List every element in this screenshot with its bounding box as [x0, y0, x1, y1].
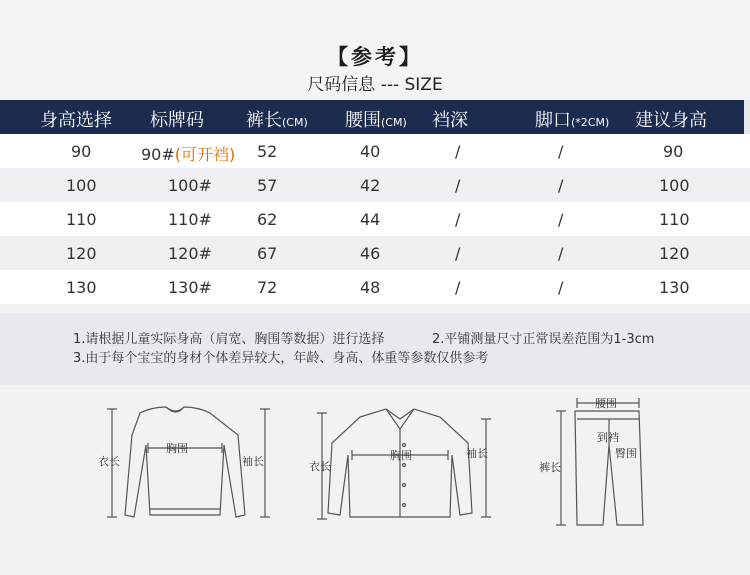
cell-length: 72: [257, 278, 278, 297]
cell-waist: 46: [360, 244, 381, 263]
table-row: [0, 236, 750, 270]
pants-hip-label: 臀围: [615, 447, 637, 460]
page-title: 【参考】: [327, 45, 423, 69]
note-line-1: 1.请根据儿童实际身高（肩宽、胸围等数据）进行选择: [73, 332, 385, 347]
cell-tag: 130#: [168, 278, 212, 297]
cell-hem: /: [558, 176, 564, 195]
note-line-3: 3.由于每个宝宝的身材个体差异较大，年龄、身高、体重等参数仅供参考: [73, 351, 489, 366]
cell-tag: 120#: [168, 244, 212, 263]
table-row: [0, 168, 750, 202]
shirt-sleeve-label: 袖长: [466, 447, 488, 460]
pants-crotch-label: 到裆: [597, 431, 619, 444]
note-line-2: 2.平铺测量尺寸正常误差范围为1-3cm: [432, 332, 655, 347]
cell-hem: /: [558, 278, 564, 297]
shirt-chest-label: 胸围: [390, 449, 412, 462]
cell-length: 67: [257, 244, 278, 263]
col-crotch-depth: 裆深: [432, 110, 468, 131]
cell-height: 100: [66, 176, 97, 195]
shirt-icon: [300, 385, 510, 575]
cell-crotch: /: [455, 142, 461, 161]
col-waist: 腰围(CM): [345, 110, 407, 131]
table-row: [0, 202, 750, 236]
table-row: [0, 270, 750, 304]
cell-hem: /: [558, 142, 564, 161]
sweater-chest-label: 胸围: [166, 442, 188, 455]
cell-waist: 44: [360, 210, 381, 229]
cell-height: 120: [66, 244, 97, 263]
table-row: [0, 134, 750, 168]
cell-waist: 40: [360, 142, 381, 161]
sweater-sleeve-label: 袖长: [242, 455, 264, 468]
cell-tag: 100#: [168, 176, 212, 195]
cell-suggest: 90: [663, 142, 684, 161]
cell-suggest: 110: [659, 210, 690, 229]
cell-tag: 90#(可开裆): [141, 145, 236, 164]
notes-box: [0, 313, 750, 385]
size-table-body: [0, 134, 750, 304]
cell-length: 62: [257, 210, 278, 229]
sweater-length-label: 衣长: [98, 455, 120, 468]
cell-crotch: /: [455, 210, 461, 229]
pants-waist-label: 腰围: [595, 397, 617, 410]
col-tag-size: 标牌码: [150, 110, 204, 131]
cell-suggest: 120: [659, 244, 690, 263]
cell-height: 90: [71, 142, 92, 161]
cell-suggest: 100: [659, 176, 690, 195]
col-suggest-height: 建议身高: [635, 110, 707, 131]
cell-tag: 110#: [168, 210, 212, 229]
cell-height: 130: [66, 278, 97, 297]
cell-crotch: /: [455, 244, 461, 263]
cell-crotch: /: [455, 176, 461, 195]
page-subtitle: 尺码信息 --- SIZE: [307, 75, 443, 95]
col-height-select: 身高选择: [40, 110, 112, 131]
cell-hem: /: [558, 244, 564, 263]
tag-note: (可开裆): [174, 145, 236, 164]
cell-crotch: /: [455, 278, 461, 297]
page-header: [0, 0, 750, 102]
measurement-diagrams: [0, 385, 750, 575]
cell-length: 57: [257, 176, 278, 195]
cell-hem: /: [558, 210, 564, 229]
pants-icon: [535, 385, 675, 575]
cell-height: 110: [66, 210, 97, 229]
cell-waist: 42: [360, 176, 381, 195]
pants-length-label: 裤长: [539, 461, 561, 474]
cell-length: 52: [257, 142, 278, 161]
cell-suggest: 130: [659, 278, 690, 297]
col-hem: 脚口(*2CM): [535, 110, 610, 131]
col-pants-length: 裤长(CM): [246, 110, 308, 131]
cell-waist: 48: [360, 278, 381, 297]
shirt-length-label: 衣长: [309, 460, 331, 473]
sweater-icon: [90, 385, 290, 575]
size-table-header: [0, 100, 750, 134]
